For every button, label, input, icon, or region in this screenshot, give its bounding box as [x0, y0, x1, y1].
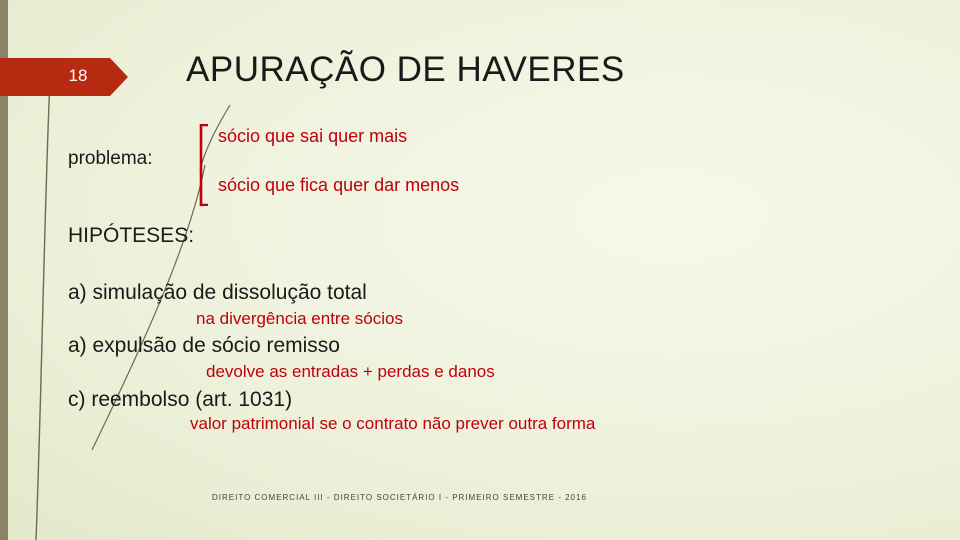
footer-text: DIREITO COMERCIAL III - DIREITO SOCIETÁRIO I - PRIMEIRO SEMESTRE - 2016: [212, 493, 587, 502]
hypothesis-item: a) simulação de dissolução total: [68, 281, 367, 304]
hypothesis-item: a) expulsão de sócio remisso: [68, 334, 340, 357]
hypotheses-heading: HIPÓTESES:: [68, 224, 195, 247]
hypothesis-item: c) reembolso (art. 1031): [68, 388, 293, 411]
bracket-icon: [196, 124, 210, 206]
problem-point: sócio que fica quer dar menos: [218, 175, 460, 195]
slide-title: APURAÇÃO DE HAVERES: [186, 50, 625, 89]
hypothesis-detail: devolve as entradas + perdas e danos: [206, 362, 495, 381]
problem-label: problema:: [68, 148, 153, 169]
problem-point: sócio que sai quer mais: [218, 126, 408, 146]
slide-number: 18: [68, 66, 88, 85]
hypothesis-detail: na divergência entre sócios: [196, 309, 403, 328]
hypothesis-detail: valor patrimonial se o contrato não prever outra forma: [190, 414, 596, 433]
